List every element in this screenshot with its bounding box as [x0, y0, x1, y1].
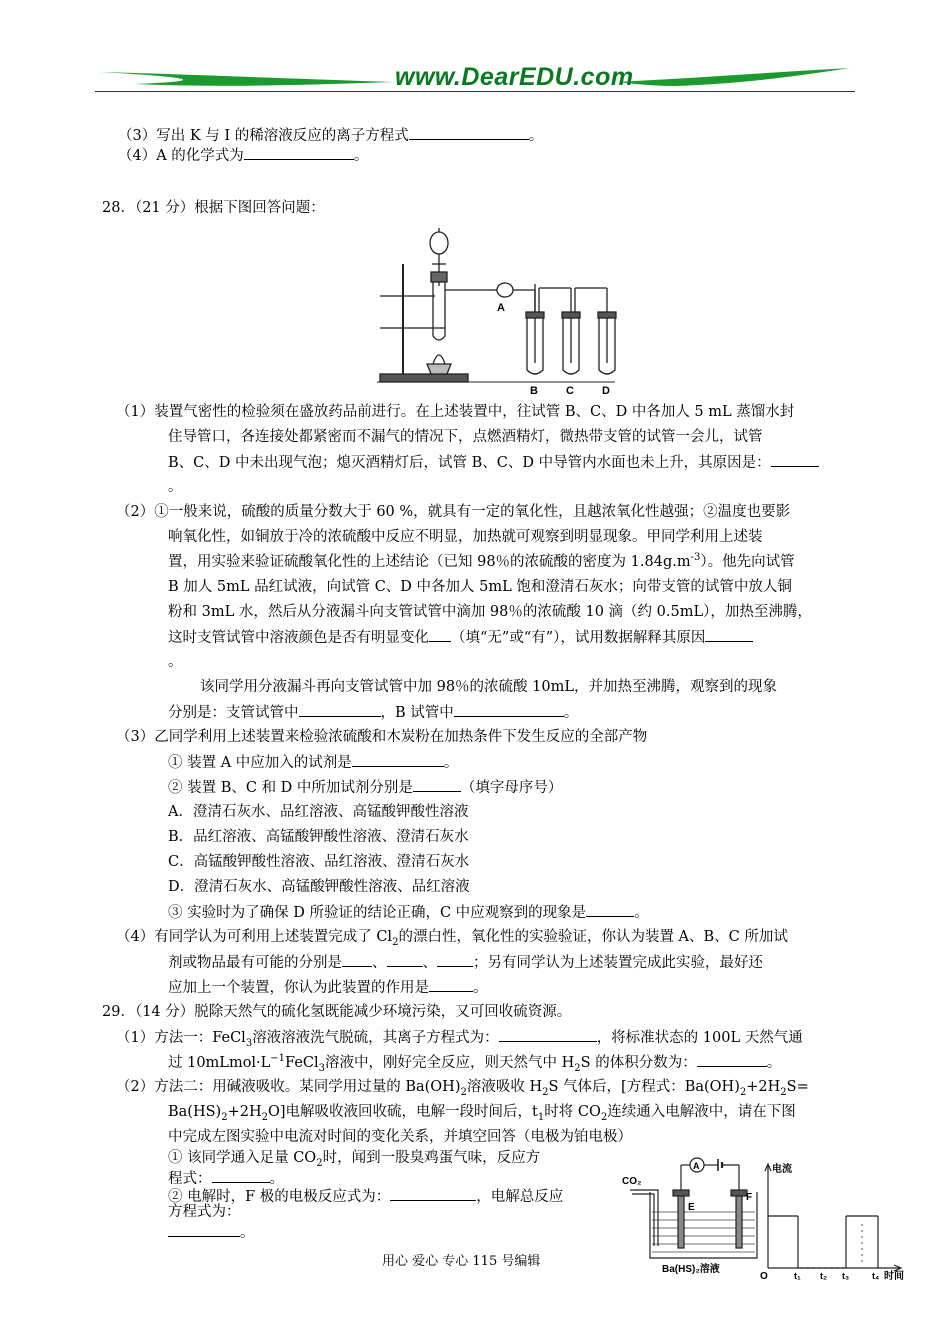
q29-p1-line2-e: 。 — [766, 1055, 782, 1071]
tick-t1: t₁ — [794, 1271, 801, 1280]
label-a: A — [497, 302, 505, 314]
subscript: 2 — [739, 1086, 747, 1098]
q28-p4-line3-a: 应加上一个装置，你认为此装置的作用是 — [168, 980, 429, 996]
q29-p2-line2-e: 连续通入电解液中，请在下图 — [607, 1104, 796, 1120]
q29-p2-line2-c: O]电解吸收液回收硫，电解一段时间后，t — [267, 1104, 538, 1120]
q28-p2-line5: 粉和 3mL 水，然后从分液漏斗向支管试管中滴加 98％的浓硫酸 10 滴（约 0.5mL），加热至沸腾， — [168, 604, 812, 620]
q28-p2-line4: B 加人 5mL 品红试液，向试管 C、D 中各加人 5mL 饱和澄清石灰水；向带支管的试管中放人铜 — [168, 579, 792, 595]
q28-p3-line2 — [168, 750, 458, 776]
answer-blank[interactable] — [299, 700, 381, 717]
q28-p2-line6-b: （填“无”或“有”），试用数据解释其原因 — [451, 630, 706, 646]
answer-blank[interactable] — [705, 625, 753, 642]
answer-blank[interactable] — [413, 775, 461, 792]
q28-p4-line1 — [116, 925, 788, 950]
solution-label: Ba(HS)₂溶液 — [662, 1264, 720, 1275]
superscript: −1 — [270, 1053, 286, 1065]
q28-p3-line4-b: 。 — [634, 905, 649, 921]
q28-p1-line4: 。 — [168, 479, 183, 495]
q29-p2-line2 — [168, 1100, 796, 1125]
q28-p3-line1: （3）乙同学利用上述装置来检验浓硫酸和木炭粉在加热条件下发生反应的全部产物 — [116, 729, 648, 745]
q28-title: 28．（21 分）根据下图回答问题： — [102, 200, 325, 216]
answer-blank[interactable] — [212, 1166, 270, 1183]
q28-p2-line1: （2）①一般来说，硫酸的质量分数大于 60 %，就具有一定的氧化性，且越浓氧化性越强；②温度也要影 — [116, 504, 791, 520]
q29-p2-line1-b: 溶液吸收 H — [466, 1079, 543, 1095]
site-logo: www.DearEDU.com — [395, 63, 634, 91]
q28-option-c: C．高锰酸钾酸性溶液、品红溶液、澄清石灰水 — [168, 854, 470, 870]
q29-p2-line2-d: 时将 CO — [544, 1104, 601, 1120]
q27-part3-end: 。 — [528, 128, 544, 144]
header — [95, 60, 855, 100]
subscript: 2 — [460, 1086, 467, 1098]
q28-p2-line9-a: 分别是：支管试管中 — [168, 705, 299, 721]
answer-blank[interactable] — [437, 950, 473, 967]
answer-blank[interactable] — [429, 625, 451, 642]
q28-p4-line3 — [168, 975, 488, 1001]
answer-blank[interactable] — [168, 1220, 240, 1237]
answer-blank[interactable] — [409, 123, 529, 140]
answer-blank[interactable] — [499, 1025, 597, 1042]
q28-p4-line1-a: （4）有同学认为可利用上述装置完成了 Cl — [116, 929, 393, 945]
q29-p2-line1 — [116, 1075, 809, 1100]
subscript: 2 — [542, 1086, 549, 1098]
q28-option-a: A．澄清石灰水、品红溶液、高锰酸钾酸性溶液 — [168, 804, 469, 820]
q29-p2-line3: 中完成左图实验中电流对时间的变化关系，并填空回答（电极为铂电极） — [168, 1129, 632, 1145]
header-rule — [95, 91, 855, 92]
q29-p2-line1-c: S 气体后，[方程式：Ba(OH) — [548, 1079, 740, 1095]
separator: 、 — [372, 955, 387, 971]
q28-p2-line3 — [168, 550, 795, 575]
q29-p1-line1 — [116, 1025, 803, 1051]
q29-s1-line1-a: ① 该同学通入足量 CO — [168, 1150, 317, 1166]
q29-p1-line1-a: （1）方法一：FeCl — [116, 1030, 246, 1046]
origin-label: O — [760, 1271, 768, 1280]
q29-s2-line1-b: ，电解总反应 — [476, 1189, 564, 1205]
q28-p4-line1-b: 的漂白性，氧化性的实验验证，你认为装置 A、B、C 所加试 — [398, 929, 788, 945]
q29-s1-line2-end: 。 — [269, 1171, 284, 1187]
answer-blank[interactable] — [454, 700, 564, 717]
q28-p2-line3-a: 置，用实验来验证硫酸氧化性的上述结论（已知 98％的浓硫酸的密度为 1.84g.m — [168, 554, 691, 570]
q29-s1-line2-text: 程式： — [168, 1171, 212, 1187]
q28-p1-line3-text: B、C、D 中未出现气泡；熄灭酒精灯后，试管 B、C、D 中导管内水面也未上升，其原因是： — [168, 455, 771, 471]
separator: 、 — [422, 955, 437, 971]
q28-p3-line4 — [168, 900, 649, 926]
answer-blank[interactable] — [352, 750, 444, 767]
q29-s1-line1 — [168, 1148, 540, 1168]
q27-part4 — [118, 143, 368, 166]
q28-p4-line2 — [168, 950, 763, 976]
q28-p2-line3-b: ）。他先向试管 — [700, 554, 795, 570]
answer-blank[interactable] — [244, 143, 354, 160]
q28-p2-line9-b: ，B 试管中 — [380, 705, 454, 721]
q29-p2-line2-a: Ba(HS) — [168, 1104, 222, 1120]
subscript: 2 — [261, 1111, 268, 1123]
q28-option-d: D．澄清石灰水、高锰酸钾酸性溶液、品红溶液 — [168, 879, 470, 895]
tick-t3: t₃ — [842, 1271, 850, 1280]
label-c: C — [566, 385, 574, 397]
q28-p4-line2-a: 剂或物品最有可能的分别是 — [168, 955, 342, 971]
subscript: 2 — [221, 1111, 228, 1123]
q29-s1-line1-b: 时，闻到一股臭鸡蛋气味，反应方 — [322, 1150, 541, 1166]
subscript: 2 — [600, 1111, 608, 1123]
header-swoosh-right — [615, 60, 855, 100]
q29-s2-line3 — [168, 1220, 255, 1243]
answer-blank[interactable] — [429, 975, 473, 992]
q29-p1-line2 — [168, 1050, 781, 1076]
q28-p2-line2: 响氧化性，如铜放于冷的浓硫酸中反应不明显，加热就可观察到明显现象。甲同学利用上述装 — [168, 529, 763, 545]
q28-p2-line6 — [168, 625, 753, 651]
q29-current-time-graph — [760, 1158, 910, 1280]
electrode-e-label: E — [688, 1202, 695, 1213]
subscript: 2 — [574, 1062, 581, 1074]
q29-p1-line2-d: S 的体积分数为： — [580, 1055, 697, 1071]
q28-p3-line3-a: ② 装置 B、C 和 D 中所加试剂分别是 — [168, 780, 413, 796]
q29-p2-line1-a: （2）方法二：用碱液吸收。某同学用过量的 Ba(OH) — [116, 1079, 461, 1095]
q28-p1-line3 — [168, 450, 819, 476]
answer-blank[interactable] — [771, 450, 819, 467]
q29-p1-line2-c: 溶液中，刚好完全反应，则天然气中 H — [325, 1055, 575, 1071]
q28-p3-line3 — [168, 775, 562, 801]
subscript: 2 — [316, 1157, 323, 1169]
q28-p2-line9-c: 。 — [563, 705, 579, 721]
q28-apparatus-figure — [375, 228, 625, 398]
q28-p3-line2-b: 。 — [443, 755, 459, 771]
electrode-f-label: F — [746, 1192, 753, 1203]
q29-p2-line2-b: +2H — [227, 1104, 262, 1120]
q28-p1-line1: （1）装置气密性的检验须在盛放药品前进行。在上述装置中，往试管 B、C、D 中各加人 5 mL 蒸馏水封 — [116, 404, 795, 420]
answer-blank[interactable] — [342, 950, 372, 967]
q28-p2-line6-a: 这时支管试管中溶液颜色是否有明显变化 — [168, 630, 429, 646]
subscript: 1 — [537, 1111, 545, 1123]
q29-s2-line3-end: 。 — [240, 1225, 255, 1241]
q29-p1-line1-c: ，将标准状态的 100L 天然气通 — [596, 1030, 803, 1046]
x-axis-label: 时间 — [884, 1271, 904, 1280]
q28-p2-line8: 该同学用分液漏斗再向支管试管中加 98％的浓硫酸 10mL，并加热至沸腾，观察到的现象 — [200, 679, 777, 695]
label-b: B — [530, 385, 538, 397]
subscript: 2 — [780, 1086, 787, 1098]
answer-blank[interactable] — [586, 900, 634, 917]
q29-s2-line1-a: ② 电解时，F 极的电极反应式为： — [168, 1189, 391, 1205]
tick-t4: t₄ — [872, 1271, 880, 1280]
q29-p2-line1-e: S= — [786, 1079, 809, 1095]
y-axis-label: 电流 — [772, 1164, 792, 1175]
label-d: D — [602, 385, 610, 397]
subscript: 3 — [318, 1062, 326, 1074]
answer-blank[interactable] — [697, 1050, 767, 1067]
q28-p4-line3-b: 。 — [473, 980, 488, 996]
meter-label: A — [693, 1161, 700, 1171]
header-swoosh-left — [95, 60, 395, 100]
q29-p1-line2-a: 过 10mLmol·L — [168, 1055, 271, 1071]
subscript: 2 — [392, 936, 399, 948]
q29-p2-line1-d: +2H — [746, 1079, 781, 1095]
q27-part3-text: （3）写出 K 与 I 的稀溶液反应的离子方程式 — [118, 128, 409, 144]
q28-p4-line2-b: ；另有同学认为上述装置完成此实验，最好还 — [473, 955, 763, 971]
q28-p2-line9 — [168, 700, 578, 726]
answer-blank[interactable] — [390, 1184, 476, 1201]
q28-p2-line7: 。 — [168, 654, 183, 670]
q29-title: 29．（14 分）脱除天然气的硫化氢既能减少环境污染，又可回收硫资源。 — [102, 1004, 572, 1020]
q29-s2-line2: 方程式为： — [168, 1204, 241, 1220]
co2-label: CO₂ — [622, 1176, 642, 1187]
q28-p3-line2-a: ① 装置 A 中应加入的试剂是 — [168, 755, 352, 771]
q29-electrolysis-figure — [622, 1150, 772, 1280]
answer-blank[interactable] — [387, 950, 423, 967]
q29-p1-line1-b: 溶液溶液洗气脱硫，其离子方程式为： — [252, 1030, 499, 1046]
subscript: 3 — [245, 1037, 253, 1049]
tick-t2: t₂ — [820, 1271, 827, 1280]
q28-p3-line3-b: （填字母序号） — [460, 780, 563, 796]
page-footer: 用心 爱心 专心 115 号编辑 — [382, 1254, 541, 1269]
q28-p3-line4-a: ③ 实验时为了确保 D 所验证的结论正确，C 中应观察到的现象是 — [168, 905, 587, 921]
q29-p1-line2-b: FeCl — [285, 1055, 319, 1071]
q28-option-b: B．品红溶液、高锰酸钾酸性溶液、澄清石灰水 — [168, 829, 469, 845]
q27-part4-end: 。 — [353, 148, 369, 164]
q27-part4-text: （4）A 的化学式为 — [118, 148, 244, 164]
q28-p1-line2: 住导管口，各连接处都紧密而不漏气的情况下，点燃酒精灯，微热带支管的试管一会儿，试管 — [168, 429, 763, 445]
superscript: -3 — [690, 552, 701, 564]
